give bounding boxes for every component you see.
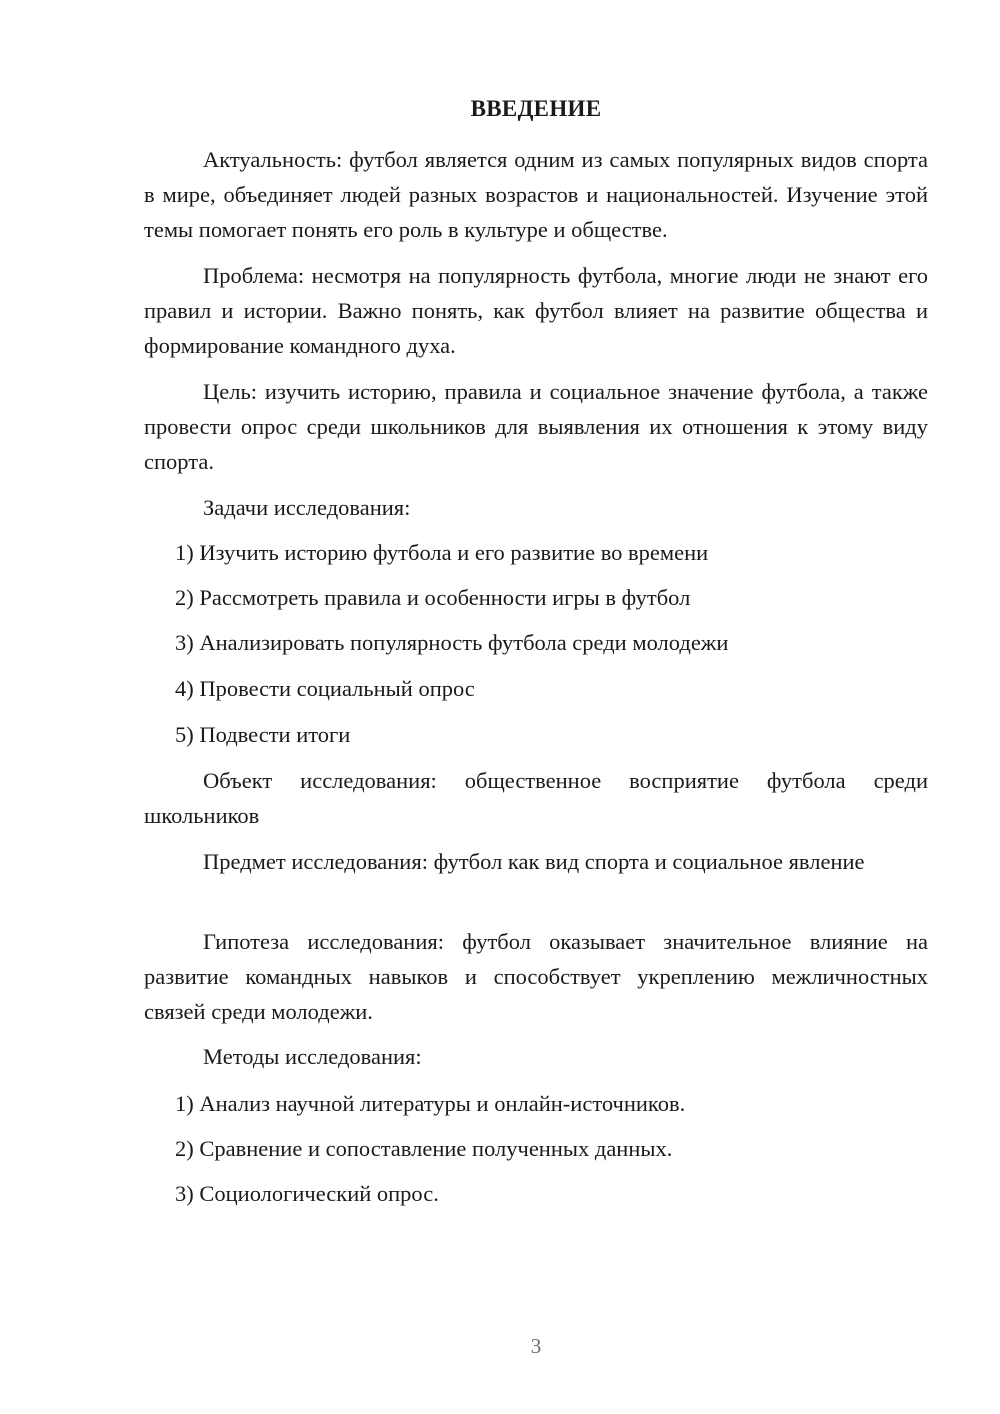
task-item: 5) Подвести итоги	[175, 722, 351, 747]
task-item: 3) Анализировать популярность футбола среди молодежи	[175, 630, 729, 655]
method-item: 3) Социологический опрос.	[175, 1181, 439, 1206]
method-item: 2) Сравнение и сопоставление полученных данных.	[175, 1136, 673, 1161]
method-item: 1) Анализ научной литературы и онлайн-источников.	[175, 1091, 686, 1116]
relevance-paragraph: Актуальность: футбол является одним из самых популярных видов спорта в мире, объединяет людей разных возрастов и национальностей. Изучение этой темы помогает понять его роль в культуре и обществе.	[144, 147, 928, 242]
hypothesis-paragraph: Гипотеза исследования: футбол оказывает значительное влияние на развитие командных навыков и способствует укреплению межличностных связей среди молодежи.	[144, 929, 928, 1024]
goal-paragraph: Цель: изучить историю, правила и социальное значение футбола, а также провести опрос среди школьников для выявления их отношения к этому виду спорта.	[144, 379, 928, 474]
section-title: ВВЕДЕНИЕ	[470, 96, 602, 121]
object-paragraph: Объект исследования: общественное восприятие футбола среди школьников	[144, 768, 928, 828]
problem-paragraph: Проблема: несмотря на популярность футбола, многие люди не знают его правил и истории. Важно понять, как футбол влияет на развитие общества и формирование командного духа.	[144, 263, 928, 358]
task-item: 2) Рассмотреть правила и особенности игры в футбол	[175, 585, 691, 610]
subject-paragraph: Предмет исследования: футбол как вид спорта и социальное явление	[203, 849, 865, 874]
task-item: 1) Изучить историю футбола и его развитие во времени	[175, 540, 709, 565]
methods-heading: Методы исследования:	[203, 1044, 422, 1069]
page-number: 3	[530, 1334, 542, 1358]
task-item: 4) Провести социальный опрос	[175, 676, 475, 701]
tasks-heading: Задачи исследования:	[203, 495, 411, 520]
